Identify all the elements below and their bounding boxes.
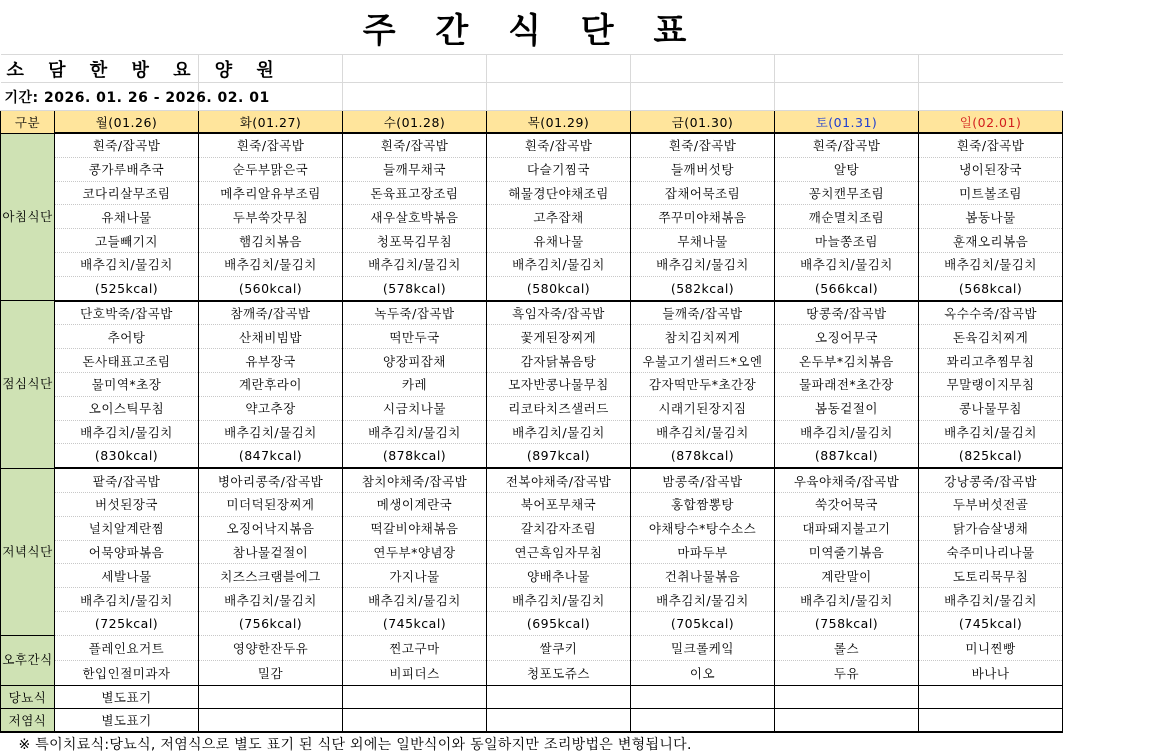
snack-cell: 밀크롤케잌 <box>631 635 775 660</box>
menu-cell: 메생이계란국 <box>343 492 487 516</box>
menu-cell: 배추김치/물김치 <box>919 252 1063 276</box>
snack-cell: 찐고구마 <box>343 635 487 660</box>
meal-category-label: 아침식단 <box>1 133 55 301</box>
meal-row <box>1 372 1063 396</box>
snack-row <box>1 660 1063 685</box>
meal-row <box>1 301 1063 325</box>
menu-cell: 배추김치/물김치 <box>343 420 487 444</box>
menu-cell: 콩가루배추국 <box>55 157 199 181</box>
menu-cell: 물미역*초장 <box>55 372 199 396</box>
menu-cell: (582kcal) <box>631 276 775 300</box>
menu-cell: 전복야채죽/잡곡밥 <box>487 468 631 492</box>
meal-row <box>1 420 1063 444</box>
menu-cell: 추어탕 <box>55 325 199 349</box>
menu-cell: 돈육김치찌게 <box>919 325 1063 349</box>
menu-cell: 무채나물 <box>631 229 775 253</box>
menu-cell: 미역줄기볶음 <box>775 540 919 564</box>
menu-cell: 오징어무국 <box>775 325 919 349</box>
meal-row <box>1 325 1063 349</box>
meal-row <box>1 157 1063 181</box>
menu-cell: 흰죽/잡곡밥 <box>631 133 775 157</box>
menu-cell: 시래기된장지짐 <box>631 396 775 420</box>
menu-cell: 온두부*김치볶음 <box>775 349 919 373</box>
menu-cell: 배추김치/물김치 <box>199 588 343 612</box>
menu-cell: (745kcal) <box>919 611 1063 635</box>
menu-cell: 유채나물 <box>55 205 199 229</box>
menu-cell: 쑥갓어묵국 <box>775 492 919 516</box>
meal-row <box>1 349 1063 373</box>
menu-cell: 가지나물 <box>343 564 487 588</box>
lowsalt-row <box>1 708 1063 732</box>
header-row <box>1 111 1063 134</box>
menu-cell: 리코타치즈샐러드 <box>487 396 631 420</box>
menu-cell: 건취나물볶음 <box>631 564 775 588</box>
menu-cell: 다슬기찜국 <box>487 157 631 181</box>
menu-cell: 널치알계란찜 <box>55 516 199 540</box>
menu-cell: 물파래전*초간장 <box>775 372 919 396</box>
menu-cell: 흰죽/잡곡밥 <box>55 133 199 157</box>
menu-cell: 오이스틱무침 <box>55 396 199 420</box>
menu-cell: 봄동나물 <box>919 205 1063 229</box>
snack-cell: 플레인요거트 <box>55 635 199 660</box>
menu-cell: 떡만두국 <box>343 325 487 349</box>
menu-cell: 두부버섯전골 <box>919 492 1063 516</box>
menu-cell: (568kcal) <box>919 276 1063 300</box>
menu-cell: 강낭콩죽/잡곡밥 <box>919 468 1063 492</box>
menu-cell: (725kcal) <box>55 611 199 635</box>
menu-cell: 옥수수죽/잡곡밥 <box>919 301 1063 325</box>
menu-cell: 배추김치/물김치 <box>487 252 631 276</box>
menu-cell: 참치김치찌게 <box>631 325 775 349</box>
menu-cell: 연근흑임자무침 <box>487 540 631 564</box>
meal-row <box>1 252 1063 276</box>
menu-cell: 우육야채죽/잡곡밥 <box>775 468 919 492</box>
menu-cell: (566kcal) <box>775 276 919 300</box>
menu-cell: 미더덕된장찌게 <box>199 492 343 516</box>
meal-row <box>1 611 1063 635</box>
menu-cell: 어묵양파볶음 <box>55 540 199 564</box>
snack-cell: 청포도쥬스 <box>487 660 631 685</box>
meal-category-label: 저녁식단 <box>1 468 55 635</box>
diabetic-row <box>1 685 1063 708</box>
menu-cell: 유부장국 <box>199 349 343 373</box>
menu-cell: 참깨죽/잡곡밥 <box>199 301 343 325</box>
menu-cell: 쭈꾸미야채볶음 <box>631 205 775 229</box>
diabetic-label: 당뇨식 <box>1 685 55 708</box>
menu-cell: 깨순멸치조림 <box>775 205 919 229</box>
menu-cell: 연두부*양념장 <box>343 540 487 564</box>
snack-cell: 롤스 <box>775 635 919 660</box>
menu-cell: 콩나물무침 <box>919 396 1063 420</box>
menu-cell: 참치야채죽/잡곡밥 <box>343 468 487 492</box>
menu-cell: 시금치나물 <box>343 396 487 420</box>
menu-cell: 녹두죽/잡곡밥 <box>343 301 487 325</box>
header-day: 목(01.29) <box>487 111 631 134</box>
menu-cell: 감자닭볶음탕 <box>487 349 631 373</box>
meal-category-label: 점심식단 <box>1 301 55 469</box>
meal-row <box>1 444 1063 468</box>
menu-cell: 배추김치/물김치 <box>919 420 1063 444</box>
menu-cell: (825kcal) <box>919 444 1063 468</box>
menu-cell: 우불고기샐러드*오엔 <box>631 349 775 373</box>
menu-cell: 세발나물 <box>55 564 199 588</box>
menu-cell: 팥죽/잡곡밥 <box>55 468 199 492</box>
snack-cell: 비피더스 <box>343 660 487 685</box>
menu-cell: 알탕 <box>775 157 919 181</box>
menu-cell: 약고추장 <box>199 396 343 420</box>
menu-cell: 양배추나물 <box>487 564 631 588</box>
menu-cell: 돈육표고장조림 <box>343 181 487 205</box>
menu-cell: 배추김치/물김치 <box>55 252 199 276</box>
menu-cell: 떡갈비야채볶음 <box>343 516 487 540</box>
menu-cell: 갈치감자조림 <box>487 516 631 540</box>
menu-cell: 북어포무채국 <box>487 492 631 516</box>
menu-cell: 봄동겉절이 <box>775 396 919 420</box>
menu-cell: 돈사태표고조림 <box>55 349 199 373</box>
lowsalt-label: 저염식 <box>1 708 55 732</box>
menu-cell: 배추김치/물김치 <box>55 588 199 612</box>
header-day: 화(01.27) <box>199 111 343 134</box>
menu-cell: 메추리알유부조림 <box>199 181 343 205</box>
menu-cell: 배추김치/물김치 <box>631 588 775 612</box>
menu-cell: (756kcal) <box>199 611 343 635</box>
menu-cell: 배추김치/물김치 <box>343 252 487 276</box>
meal-row <box>1 205 1063 229</box>
menu-cell: 청포묵김무침 <box>343 229 487 253</box>
lowsalt-value: 별도표기 <box>55 708 199 732</box>
menu-cell: 단호박죽/잡곡밥 <box>55 301 199 325</box>
menu-cell: 꽁치캔무조림 <box>775 181 919 205</box>
menu-cell: 훈재오리볶음 <box>919 229 1063 253</box>
menu-cell: 들깨죽/잡곡밥 <box>631 301 775 325</box>
meal-row <box>1 181 1063 205</box>
snack-cell: 이오 <box>631 660 775 685</box>
date-period: 기간: 2026. 01. 26 - 2026. 02. 01 <box>1 83 199 111</box>
menu-cell: 배추김치/물김치 <box>55 420 199 444</box>
menu-cell: 야채탕수*탕수소스 <box>631 516 775 540</box>
meal-row <box>1 229 1063 253</box>
menu-cell: 오징어낙지볶음 <box>199 516 343 540</box>
menu-cell: 계란후라이 <box>199 372 343 396</box>
snack-cell: 밀감 <box>199 660 343 685</box>
header-category: 구분 <box>1 111 55 134</box>
menu-cell: 흰죽/잡곡밥 <box>199 133 343 157</box>
page-title: 주 간 식 단 표 <box>1 0 1063 55</box>
menu-cell: 배추김치/물김치 <box>487 420 631 444</box>
menu-cell: 흰죽/잡곡밥 <box>487 133 631 157</box>
menu-cell: 배추김치/물김치 <box>775 420 919 444</box>
menu-cell: (745kcal) <box>343 611 487 635</box>
menu-cell: (887kcal) <box>775 444 919 468</box>
footnote: ※ 특이치료식:당뇨식, 저염식으로 별도 표기 된 식단 외에는 일반식이와 동일하지만 조리방법은 변형됩니다. <box>1 732 1063 756</box>
meal-row <box>1 516 1063 540</box>
meal-row <box>1 564 1063 588</box>
menu-cell: 꽃게된장찌게 <box>487 325 631 349</box>
menu-cell: 배추김치/물김치 <box>919 588 1063 612</box>
menu-cell: 코다리살무조림 <box>55 181 199 205</box>
header-day-saturday: 토(01.31) <box>775 111 919 134</box>
menu-cell: 흰죽/잡곡밥 <box>919 133 1063 157</box>
meal-row <box>1 396 1063 420</box>
menu-cell: 감자떡만두*초간장 <box>631 372 775 396</box>
meal-row <box>1 468 1063 492</box>
facility-name: 소 담 한 방 요 양 원 <box>1 55 199 83</box>
header-day: 월(01.26) <box>55 111 199 134</box>
snack-category-label: 오후간식 <box>1 635 55 685</box>
menu-cell: 배추김치/물김치 <box>343 588 487 612</box>
menu-cell: 참나물겉절이 <box>199 540 343 564</box>
menu-cell: 유채나물 <box>487 229 631 253</box>
menu-cell: 두부쑥갓무침 <box>199 205 343 229</box>
menu-cell: 새우살호박볶음 <box>343 205 487 229</box>
menu-cell: 계란말이 <box>775 564 919 588</box>
menu-cell: 대파돼지불고기 <box>775 516 919 540</box>
menu-cell: 배추김치/물김치 <box>199 252 343 276</box>
menu-cell: 닭가슴살냉채 <box>919 516 1063 540</box>
header-day: 수(01.28) <box>343 111 487 134</box>
menu-cell: 흑임자죽/잡곡밥 <box>487 301 631 325</box>
snack-cell: 쌀쿠키 <box>487 635 631 660</box>
menu-cell: 밤콩죽/잡곡밥 <box>631 468 775 492</box>
menu-cell: 배추김치/물김치 <box>631 420 775 444</box>
menu-cell: (830kcal) <box>55 444 199 468</box>
menu-cell: 해물경단야채조림 <box>487 181 631 205</box>
menu-cell: (758kcal) <box>775 611 919 635</box>
header-day-sunday: 일(02.01) <box>919 111 1063 134</box>
menu-cell: (847kcal) <box>199 444 343 468</box>
menu-cell: 배추김치/물김치 <box>631 252 775 276</box>
menu-cell: 고추잡채 <box>487 205 631 229</box>
menu-cell: 버섯된장국 <box>55 492 199 516</box>
menu-cell: 양장피잡채 <box>343 349 487 373</box>
menu-cell: 카레 <box>343 372 487 396</box>
menu-cell: 치즈스크램블에그 <box>199 564 343 588</box>
menu-cell: 마파두부 <box>631 540 775 564</box>
menu-cell: 땅콩죽/잡곡밥 <box>775 301 919 325</box>
menu-cell: (560kcal) <box>199 276 343 300</box>
menu-cell: 배추김치/물김치 <box>487 588 631 612</box>
menu-cell: 흰죽/잡곡밥 <box>775 133 919 157</box>
header-day: 금(01.30) <box>631 111 775 134</box>
menu-cell: 모자반콩나물무침 <box>487 372 631 396</box>
menu-cell: 냉이된장국 <box>919 157 1063 181</box>
menu-cell: (897kcal) <box>487 444 631 468</box>
menu-cell: 산채비빔밥 <box>199 325 343 349</box>
menu-cell: 햄김치볶음 <box>199 229 343 253</box>
meal-row <box>1 540 1063 564</box>
snack-cell: 한입인절미과자 <box>55 660 199 685</box>
snack-cell: 영양한잔두유 <box>199 635 343 660</box>
snack-row <box>1 635 1063 660</box>
snack-cell: 두유 <box>775 660 919 685</box>
menu-cell: (695kcal) <box>487 611 631 635</box>
menu-cell: 잡채어묵조림 <box>631 181 775 205</box>
menu-cell: 무말랭이지무침 <box>919 372 1063 396</box>
menu-cell: 홍합짬뽕탕 <box>631 492 775 516</box>
menu-cell: 들깨버섯탕 <box>631 157 775 181</box>
menu-cell: (878kcal) <box>343 444 487 468</box>
meal-row <box>1 588 1063 612</box>
menu-cell: 들깨무채국 <box>343 157 487 181</box>
menu-cell: (705kcal) <box>631 611 775 635</box>
menu-cell: 고들빼기지 <box>55 229 199 253</box>
menu-cell: (878kcal) <box>631 444 775 468</box>
menu-cell: 배추김치/물김치 <box>775 252 919 276</box>
menu-cell: 병아리콩죽/잡곡밥 <box>199 468 343 492</box>
menu-cell: 배추김치/물김치 <box>775 588 919 612</box>
snack-cell: 바나나 <box>919 660 1063 685</box>
menu-cell: 배추김치/물김치 <box>199 420 343 444</box>
meal-row <box>1 133 1063 157</box>
menu-cell: (580kcal) <box>487 276 631 300</box>
meal-row <box>1 492 1063 516</box>
menu-cell: (578kcal) <box>343 276 487 300</box>
menu-cell: (525kcal) <box>55 276 199 300</box>
menu-cell: 순두부맑은국 <box>199 157 343 181</box>
menu-cell: 도토리묵무침 <box>919 564 1063 588</box>
meal-row <box>1 276 1063 300</box>
menu-cell: 미트볼조림 <box>919 181 1063 205</box>
diabetic-value: 별도표기 <box>55 685 199 708</box>
menu-cell: 마늘쫑조림 <box>775 229 919 253</box>
menu-cell: 꽈리고추찜무침 <box>919 349 1063 373</box>
snack-cell: 미니찐빵 <box>919 635 1063 660</box>
menu-cell: 숙주미나리나물 <box>919 540 1063 564</box>
menu-cell: 흰죽/잡곡밥 <box>343 133 487 157</box>
